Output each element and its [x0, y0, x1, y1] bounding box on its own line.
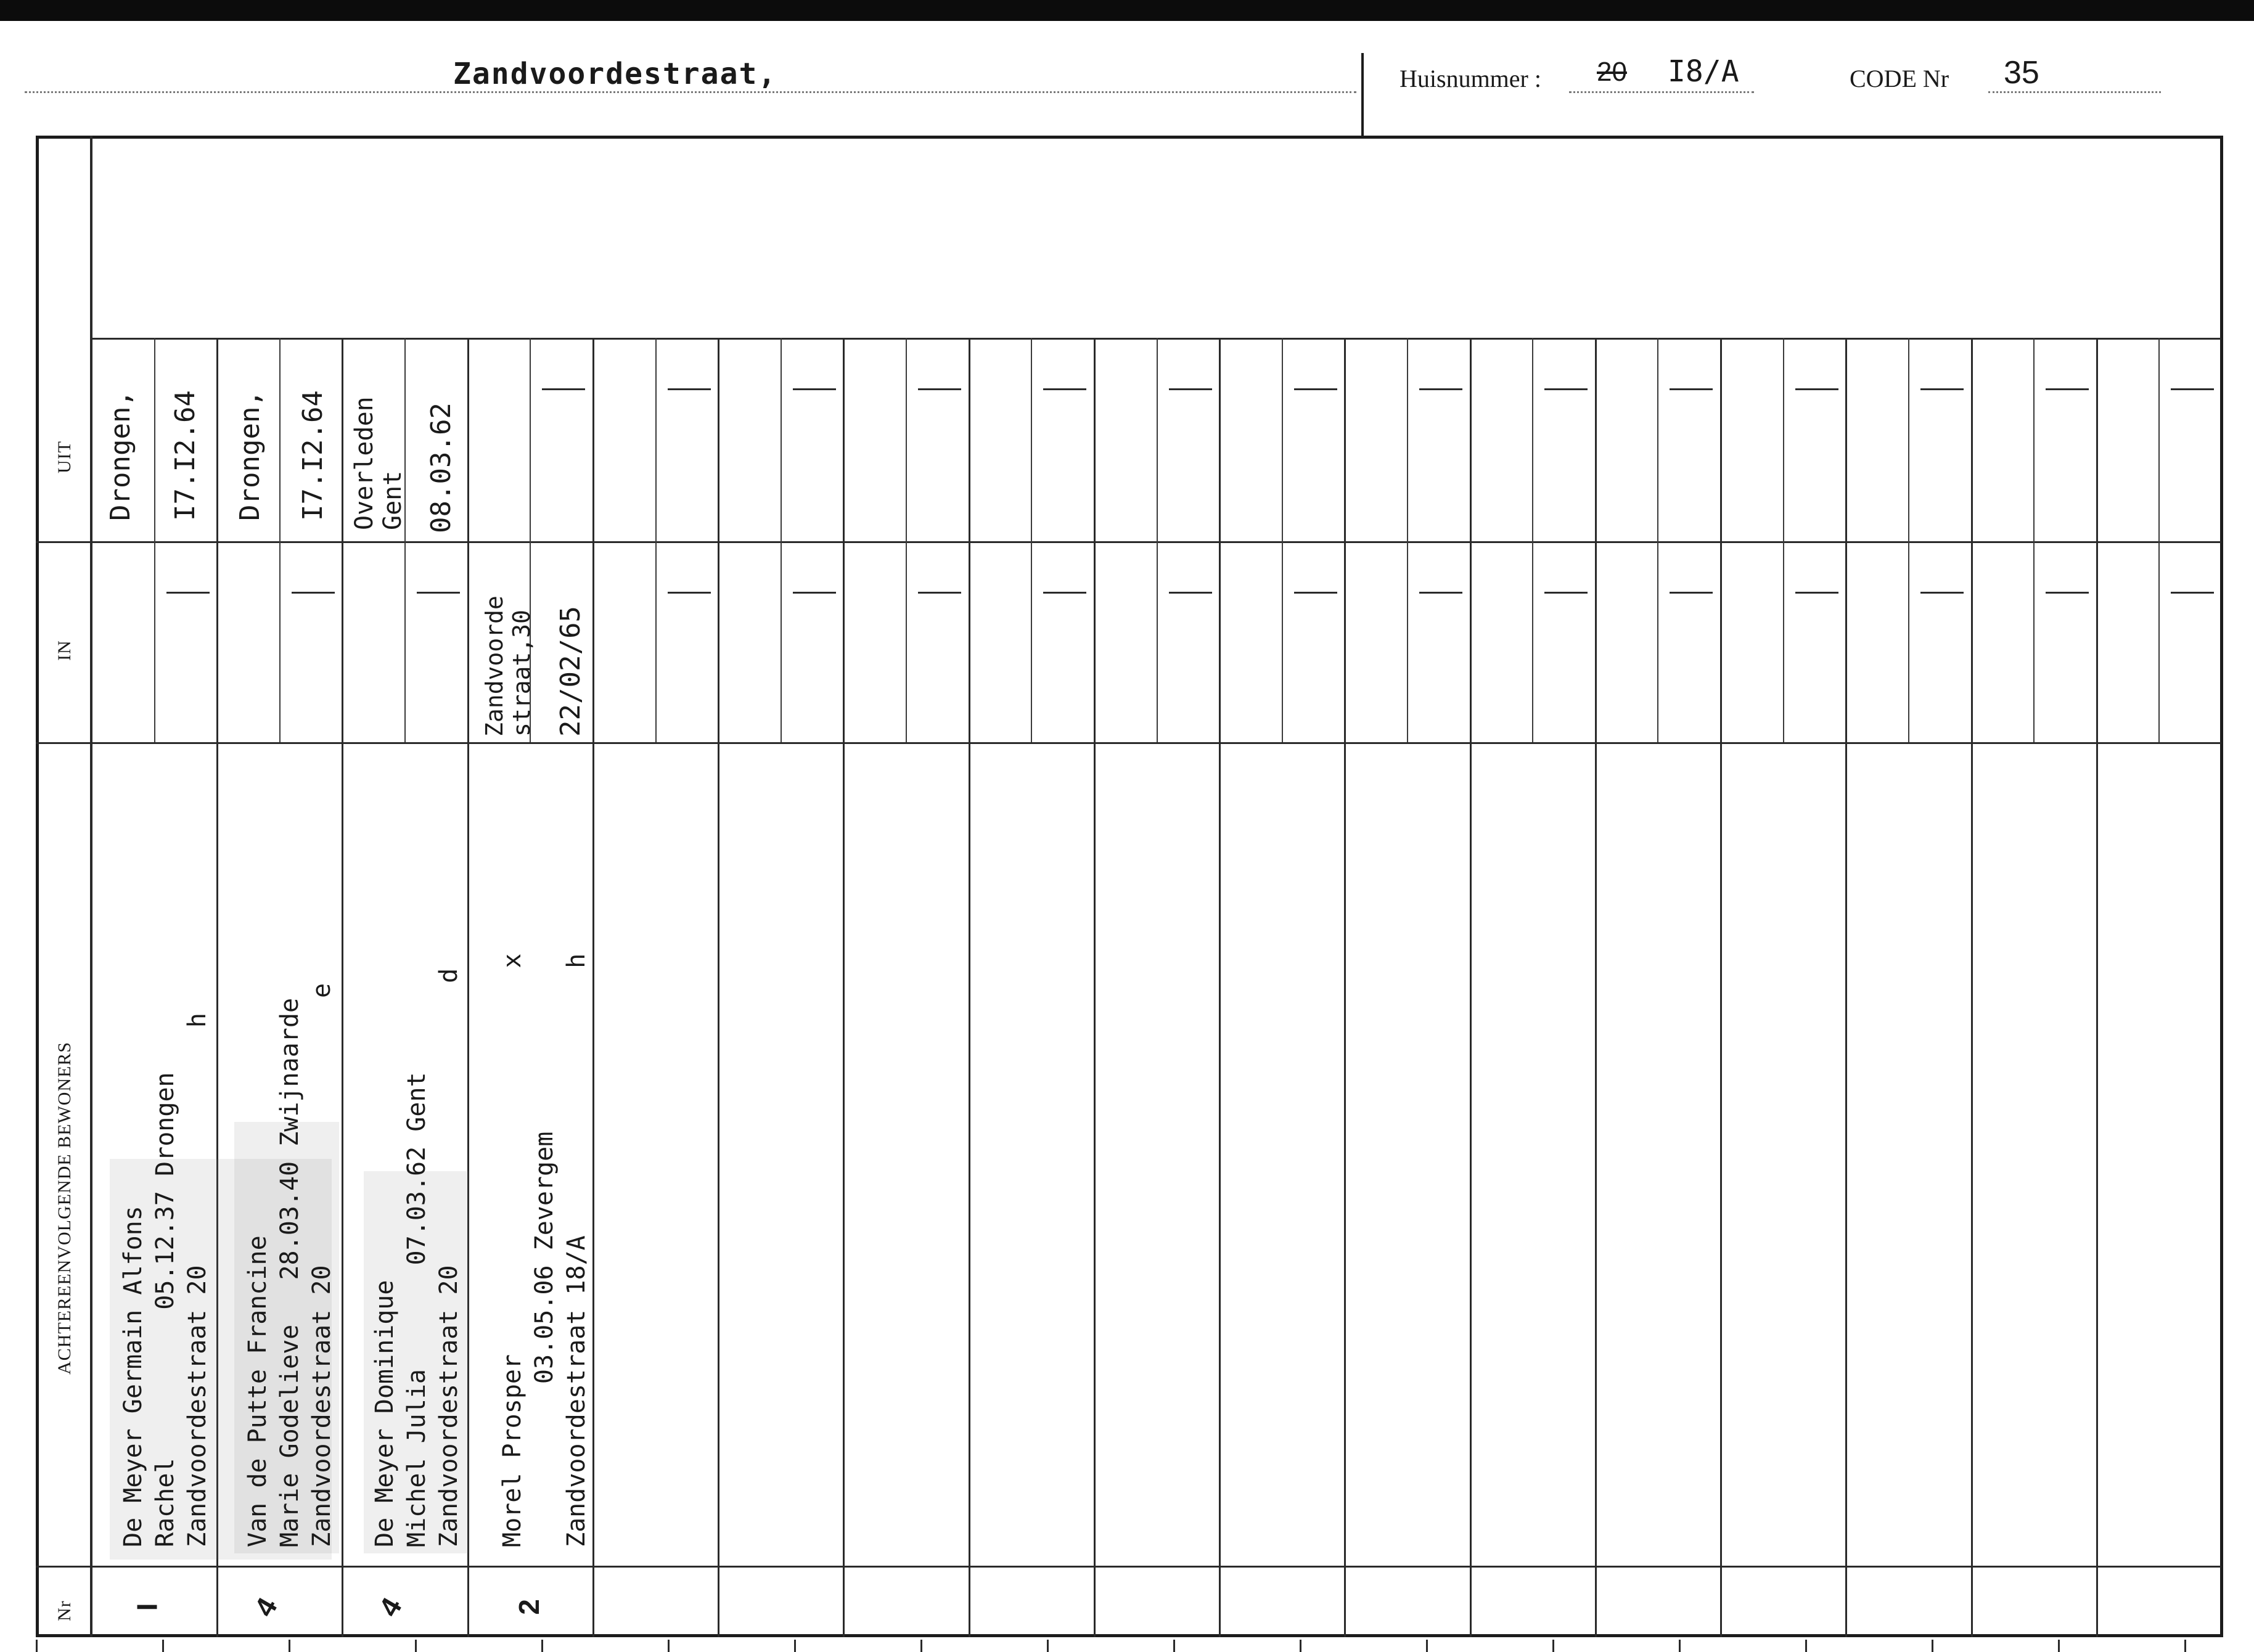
- empty-in-dash: [417, 592, 460, 594]
- empty-in-dash: [1043, 592, 1086, 594]
- scale-tick: [36, 1640, 38, 1652]
- sub-column-divider: [906, 338, 907, 742]
- empty-uit-dash: [1795, 388, 1838, 390]
- empty-uit-dash: [1169, 388, 1212, 390]
- resident-3-uit-place: Overleden Gent: [350, 396, 407, 530]
- huisnummer-dotted-line: [1569, 91, 1754, 93]
- empty-in-dash: [1795, 592, 1838, 594]
- sub-column-divider: [1783, 338, 1784, 742]
- sub-column-divider: [655, 338, 657, 742]
- sub-column-divider: [1157, 338, 1158, 742]
- resident-1-uit-place: Drongen,: [105, 390, 136, 521]
- sub-column-divider: [1908, 338, 1909, 742]
- scale-tick: [541, 1640, 543, 1652]
- resident-3-nr: 4: [372, 1592, 408, 1622]
- empty-in-dash: [292, 592, 335, 594]
- huisnummer-struck: 20: [1597, 57, 1627, 87]
- column-divider: [1845, 338, 1847, 1637]
- scale-tick: [2058, 1640, 2060, 1652]
- scale-tick: [1300, 1640, 1301, 1652]
- column-divider: [342, 338, 343, 1637]
- empty-in-dash: [1670, 592, 1713, 594]
- column-divider: [969, 338, 970, 1637]
- scale-tick: [1426, 1640, 1428, 1652]
- empty-in-dash: [1544, 592, 1588, 594]
- resident-2-uit-place: Drongen,: [234, 390, 266, 521]
- street-name: Zandvoordestraat,: [453, 57, 777, 91]
- column-divider: [1470, 338, 1472, 1637]
- street-dotted-line: [25, 91, 1356, 93]
- empty-uit-dash: [1544, 388, 1588, 390]
- resident-4-in-date: 22/02/65: [555, 606, 586, 737]
- rule-uit-bottom: [36, 541, 2221, 543]
- empty-uit-dash: [1419, 388, 1462, 390]
- resident-3-uit-date: 08.03.62: [425, 403, 457, 533]
- scale-tick: [1552, 1640, 1554, 1652]
- resident-4-in-place: Zandvoorde straat,30: [481, 595, 535, 737]
- scale-tick: [415, 1640, 417, 1652]
- column-divider: [1094, 338, 1096, 1637]
- empty-uit-dash: [2046, 388, 2089, 390]
- column-divider: [1720, 338, 1722, 1637]
- empty-in-dash: [2046, 592, 2089, 594]
- scale-tick: [794, 1640, 796, 1652]
- resident-1-nr: I: [131, 1603, 163, 1611]
- sub-column-divider: [2033, 338, 2035, 742]
- resident-2-uit-date: I7.I2.64: [297, 390, 329, 521]
- resident-2-details: Van de Putte Francine Marie Godelieve 28.03.40 Zwijnaarde Zandvoordestraat 20 e: [244, 983, 336, 1547]
- sub-column-divider: [1532, 338, 1533, 742]
- code-dotted-line: [1988, 91, 2161, 93]
- sub-column-divider: [279, 338, 281, 742]
- empty-uit-dash: [918, 388, 961, 390]
- scan-top-border: [0, 0, 2254, 21]
- column-divider: [718, 338, 719, 1637]
- resident-4-nr: 2: [512, 1599, 545, 1615]
- resident-4-details: Morel Prosper x 03.05.06 Zevergem Zandvoordestraat 18/A h: [498, 953, 591, 1547]
- rule-nr-top: [36, 1566, 2221, 1568]
- row-label-in: IN: [54, 640, 75, 661]
- rule-in-bottom: [36, 742, 2221, 744]
- empty-in-dash: [1920, 592, 1964, 594]
- row-label-bewoners: ACHTEREENVOLGENDE BEWONERS: [54, 1041, 75, 1375]
- scale-tick: [668, 1640, 670, 1652]
- column-divider: [1344, 338, 1346, 1637]
- empty-in-dash: [918, 592, 961, 594]
- empty-uit-dash: [1670, 388, 1713, 390]
- empty-in-dash: [1169, 592, 1212, 594]
- empty-in-dash: [1294, 592, 1337, 594]
- scale-tick: [1047, 1640, 1049, 1652]
- row-label-nr: Nr: [54, 1600, 75, 1621]
- column-divider: [1219, 338, 1221, 1637]
- sub-column-divider: [1407, 338, 1408, 742]
- scale-tick: [2184, 1640, 2186, 1652]
- empty-in-dash: [166, 592, 210, 594]
- header-separator: [1361, 53, 1364, 136]
- label-column-divider: [90, 136, 92, 1637]
- empty-in-dash: [2171, 592, 2214, 594]
- column-divider: [1595, 338, 1597, 1637]
- code-label: CODE Nr: [1850, 65, 1949, 92]
- empty-in-dash: [793, 592, 836, 594]
- code-value: 35: [2004, 55, 2039, 91]
- sub-column-divider: [2158, 338, 2160, 742]
- sub-column-divider: [1657, 338, 1658, 742]
- sub-column-divider: [1031, 338, 1032, 742]
- huisnummer-value: I8/A: [1668, 54, 1739, 89]
- sub-column-divider: [781, 338, 782, 742]
- empty-uit-dash: [793, 388, 836, 390]
- scale-tick: [289, 1640, 290, 1652]
- sub-column-divider: [154, 338, 155, 742]
- scale-tick: [1932, 1640, 1933, 1652]
- scale-tick: [1805, 1640, 1807, 1652]
- scale-tick: [1173, 1640, 1175, 1652]
- empty-uit-dash: [542, 388, 585, 390]
- empty-in-dash: [668, 592, 711, 594]
- empty-uit-dash: [1043, 388, 1086, 390]
- sub-column-divider: [1282, 338, 1283, 742]
- empty-in-dash: [1419, 592, 1462, 594]
- resident-3-details: De Meyer Dominique Michel Julia 07.03.62 Gent Zandvoordestraat 20 d: [371, 968, 463, 1547]
- huisnummer-label: Huisnummer :: [1400, 65, 1541, 92]
- scale-tick: [1679, 1640, 1681, 1652]
- empty-uit-dash: [1920, 388, 1964, 390]
- column-divider: [1971, 338, 1973, 1637]
- empty-uit-dash: [2171, 388, 2214, 390]
- scale-tick: [920, 1640, 922, 1652]
- resident-2-nr: 4: [247, 1592, 284, 1622]
- resident-1-uit-date: I7.I2.64: [170, 390, 201, 521]
- scale-tick: [162, 1640, 164, 1652]
- empty-uit-dash: [668, 388, 711, 390]
- empty-uit-dash: [1294, 388, 1337, 390]
- row-label-uit: UIT: [54, 441, 75, 473]
- column-divider: [843, 338, 845, 1637]
- resident-1-details: De Meyer Germain Alfons Rachel 05.12.37 Drongen Zandvoordestraat 20 h: [119, 1013, 211, 1547]
- column-divider: [2096, 338, 2098, 1637]
- column-divider: [592, 338, 594, 1637]
